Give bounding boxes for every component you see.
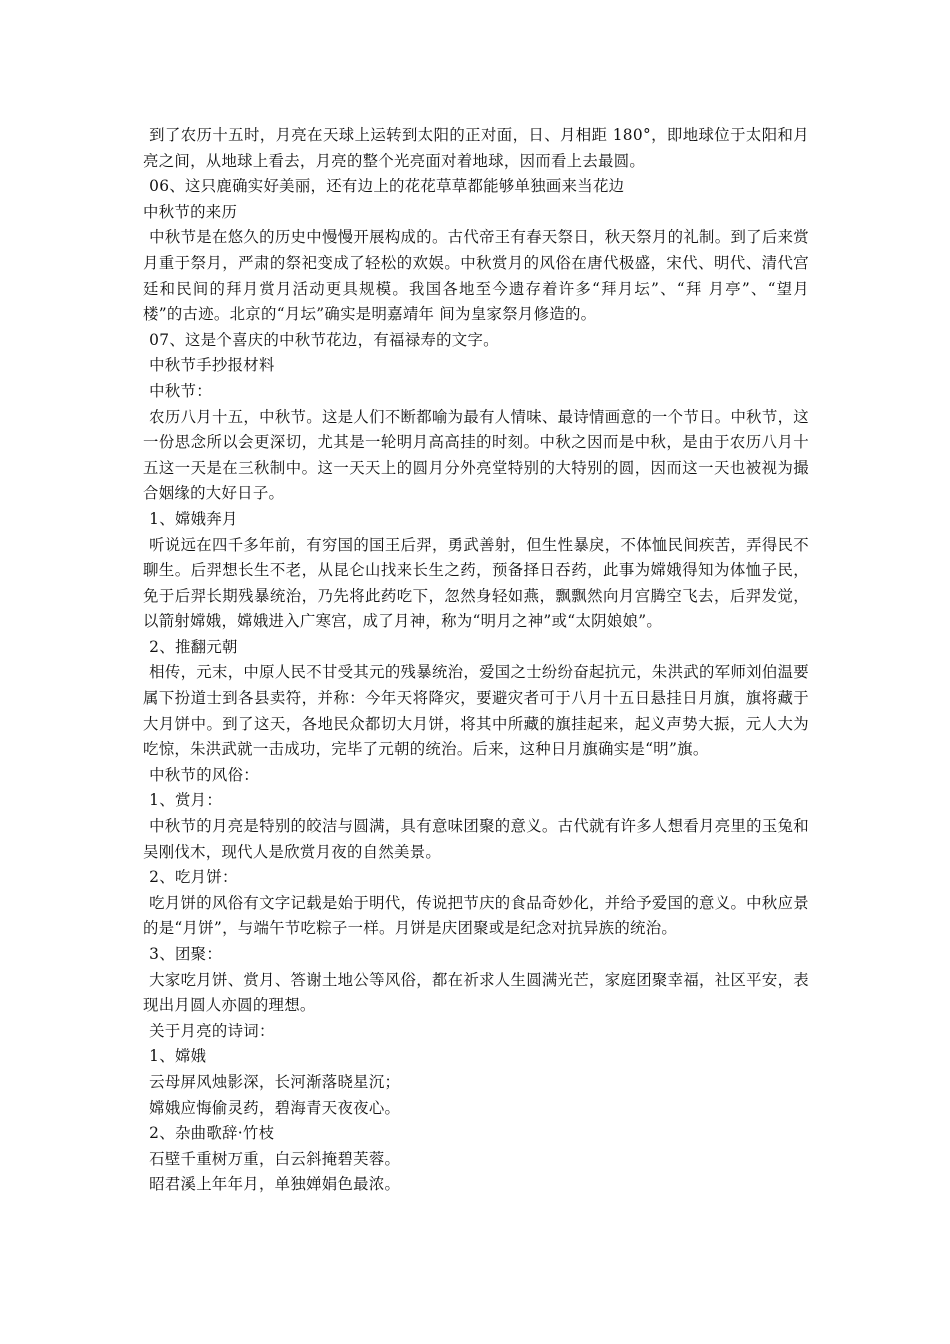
heading-yuan: 2、推翻元朝 bbox=[149, 637, 238, 656]
heading-poems: 关于月亮的诗词： bbox=[149, 1021, 275, 1040]
heading-reunion: 3、团聚： bbox=[149, 945, 223, 963]
heading-customs: 中秋节的风俗： bbox=[149, 765, 259, 784]
paragraph-change-e: 听说远在四千多年前，有穷国的国王后羿，勇武善射，但生性暴戾，不体恤民间疾苦，弄得民不聊生。后羿想长生不老，从昆仑山找来长生之药，预备择日吞药，此事为嫦娥得知为体恤子民，免于后羿长期残暴统治，乃先将此药吃下，忽然身轻如燕，飘飘然向月宫腾空飞去，后羿发觉，以箭射嫦娥，嫦娥进入广寒宫，成了月神，称为“明月之神”或“太阴娘娘”。 bbox=[143, 535, 809, 631]
heading-origin: 中秋节的来历 bbox=[143, 202, 238, 221]
heading-materials: 中秋节手抄报材料 bbox=[149, 356, 275, 375]
heading-moon-viewing: 1、赏月： bbox=[149, 791, 223, 810]
paragraph-yuan: 相传，元末，中原人民不甘受其元的残暴统治，爱国之士纷纷奋起抗元，朱洪武的军师刘伯温要属下扮道士到各县卖符，并称：今年天将降灾，要避灾者可于八月十五日悬挂日月旗，旗将藏于大月饼中。到了这天，各地民众都切大月饼，将其中所藏的旗挂起来，起义声势大振，元人大为吃惊，朱洪武就一击成功，完毕了元朝的统治。后来，这种日月旗确实是“明”旗。 bbox=[143, 663, 809, 759]
poem-title-zhuzhi: 2、杂曲歌辞·竹枝 bbox=[149, 1124, 275, 1143]
paragraph-moon-viewing: 中秋节的月亮是特别的皎洁与圆满，具有意味团聚的意义。古代就有许多人想看月亮里的玉兔和吴刚伐木，现代人是欣赏月夜的自然美景。 bbox=[143, 817, 809, 861]
paragraph-mooncake: 吃月饼的风俗有文字记载是始于明代，传说把节庆的食品奇妙化，并给予爱国的意义。中秋应景的是“月饼”，与端午节吃粽子一样。月饼是庆团聚或是纪念对抗异族的统治。 bbox=[143, 893, 809, 938]
paragraph-reunion: 大家吃月饼、赏月、答谢土地公等风俗，都在祈求人生圆满光芒，家庭团聚幸福，社区平安，表现出月圆人亦圆的理想。 bbox=[143, 970, 809, 1015]
heading-change-e: 1、嫦娥奔月 bbox=[149, 509, 238, 528]
paragraph-mid-autumn: 农历八月十五，中秋节。这是人们不断都喻为最有人情味、最诗情画意的一个节日。中秋节，这一份思念所以会更深切，尤其是一轮明月高高挂的时刻。中秋之因而是中秋，是由于农历八月十五这一天是在三秋制中。这一天天上的圆月分外亮堂特别的大特别的圆，因而这一天也被视为撮合姻缘的大好日子。 bbox=[143, 407, 809, 503]
heading-mid-autumn: 中秋节： bbox=[149, 381, 212, 400]
document-body bbox=[143, 123, 809, 1198]
paragraph-item-07: 07、这是个喜庆的中秋节花边，有福禄寿的文字。 bbox=[149, 330, 499, 349]
paragraph-origin: 中秋节是在悠久的历史中慢慢开展构成的。古代帝王有春天祭日，秋天祭月的礼制。到了后来赏月重于祭月，严肃的祭祀变成了轻松的欢娱。中秋赏月的风俗在唐代极盛，宋代、明代、清代宫廷和民间的拜月赏月活动更具规模。我国各地至今遗存着许多“拜月坛”、“拜 月亭”、“望月楼”的古迹。北京的“月坛”确实是明嘉靖年 间为皇家祭月修造的。 bbox=[143, 228, 809, 324]
paragraph-item-06: 06、这只鹿确实好美丽，还有边上的花花草草都能够单独画来当花边 bbox=[149, 177, 625, 196]
poem-line: 云母屏风烛影深，长河渐落晓星沉； bbox=[149, 1072, 401, 1091]
poem-line: 嫦娥应悔偷灵药，碧海青天夜夜心。 bbox=[149, 1098, 401, 1117]
heading-mooncake: 2、吃月饼： bbox=[149, 868, 238, 887]
poem-line: 石壁千重树万重，白云斜掩碧芙蓉。 bbox=[149, 1149, 401, 1168]
poem-line: 昭君溪上年年月，单独婵娟色最浓。 bbox=[149, 1175, 401, 1194]
paragraph-moon-phase: 到了农历十五时，月亮在天球上运转到太阳的正对面，日、月相距 180°，即地球位于太阳和月亮之间，从地球上看去，月亮的整个光亮面对着地球，因而看上去最圆。 bbox=[143, 126, 809, 170]
poem-title-change-e: 1、嫦娥 bbox=[149, 1047, 207, 1066]
